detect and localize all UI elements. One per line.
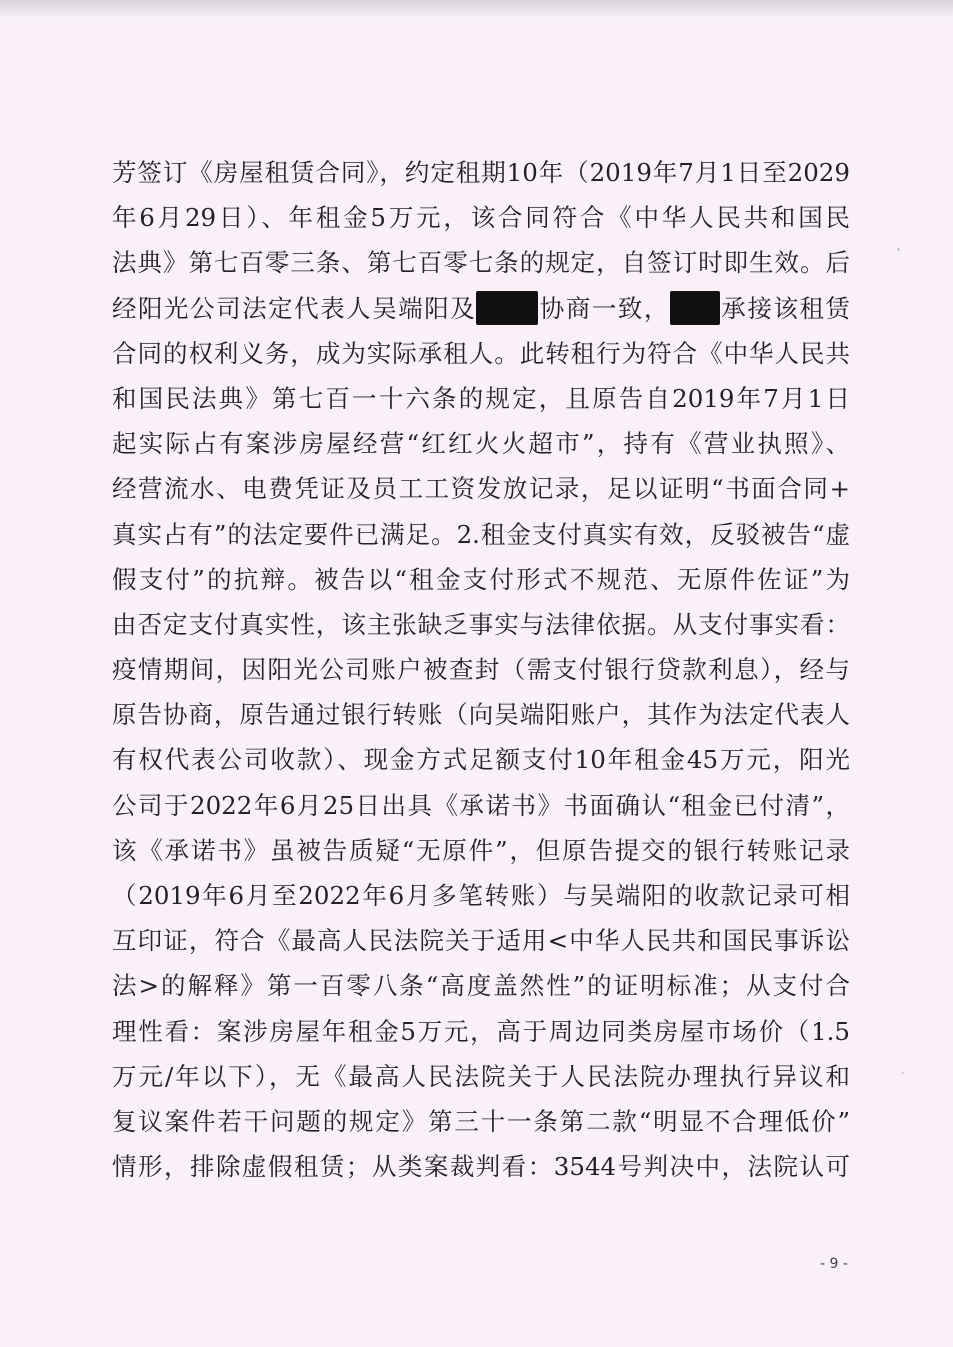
- text-line: （2019年6月至2022年6月多笔转账）与吴端阳的收款记录可相: [112, 881, 850, 910]
- text-line: 公司于2022年6月25日出具《承诺书》书面确认“租金已付清”，: [112, 790, 850, 820]
- text-line: 和国民法典》第七百一十六条的规定，且原告自2019年7月1日: [112, 383, 850, 413]
- text-line: 该《承诺书》虽被告质疑“无原件”，但原告提交的银行转账记录: [112, 835, 850, 865]
- text-line: 法典》第七百零三条、第七百零七条的规定，自签订时即生效。后: [112, 248, 850, 278]
- text-line: 疫情期间，因阳光公司账户被查封（需支付银行贷款利息），经与: [112, 655, 850, 685]
- text-line: 理性看：案涉房屋年租金5万元，高于周边同类房屋市场价（1.5: [112, 1016, 850, 1046]
- text-line: 法>的解释》第一百零八条“高度盖然性”的证明标准；从支付合: [112, 971, 850, 1001]
- redaction-block: [476, 291, 538, 325]
- text-line: 有权代表公司收款）、现金方式足额支付10年租金45万元，阳光: [112, 745, 850, 775]
- text-segment: 经阳光公司法定代表人吴端阳及: [112, 293, 477, 323]
- text-line: 年6月29日）、年租金5万元，该合同符合《中华人民共和国民: [112, 203, 850, 233]
- text-segment: 协商一致，: [538, 293, 670, 323]
- body-text: [112, 150, 850, 1189]
- text-line-redacted: [112, 286, 850, 331]
- redaction-block: [670, 291, 720, 325]
- text-line: 起实际占有案涉房屋经营“红红火火超市”，持有《营业执照》、: [112, 429, 850, 459]
- text-line: 万元/年以下），无《最高人民法院关于人民法院办理执行异议和: [112, 1061, 850, 1091]
- text-segment: 承接该租赁: [719, 293, 850, 323]
- text-line: 互印证，符合《最高人民法院关于适用<中华人民共和国民事诉讼: [112, 926, 850, 956]
- text-line: 经营流水、电费凭证及员工工资发放记录，足以证明“书面合同+: [112, 474, 850, 504]
- text-line: 由否定支付真实性，该主张缺乏事实与法律依据。从支付事实看：: [112, 609, 850, 639]
- text-line: 真实占有”的法定要件已满足。2.租金支付真实有效，反驳被告“虚: [112, 519, 850, 549]
- scan-speck: [897, 248, 900, 251]
- text-line: 合同的权利义务，成为实际承租人。此转租行为符合《中华人民共: [112, 338, 850, 368]
- text-line: 情形，排除虚假租赁；从类案裁判看：3544号判决中，法院认可: [112, 1152, 850, 1182]
- text-line: 芳签订《房屋租赁合同》，约定租期10年（2019年7月1日至2029: [112, 158, 850, 187]
- scan-edge-shadow: [0, 0, 953, 18]
- text-line: 复议案件若干问题的规定》第三十一条第二款“明显不合理低价”: [112, 1106, 850, 1136]
- text-line: 原告协商，原告通过银行转账（向吴端阳账户，其作为法定代表人: [112, 700, 850, 730]
- scan-speck: [902, 1072, 904, 1074]
- page-number: - 9 -: [820, 1256, 848, 1272]
- text-line: 假支付”的抗辩。被告以“租金支付形式不规范、无原件佐证”为: [112, 564, 850, 594]
